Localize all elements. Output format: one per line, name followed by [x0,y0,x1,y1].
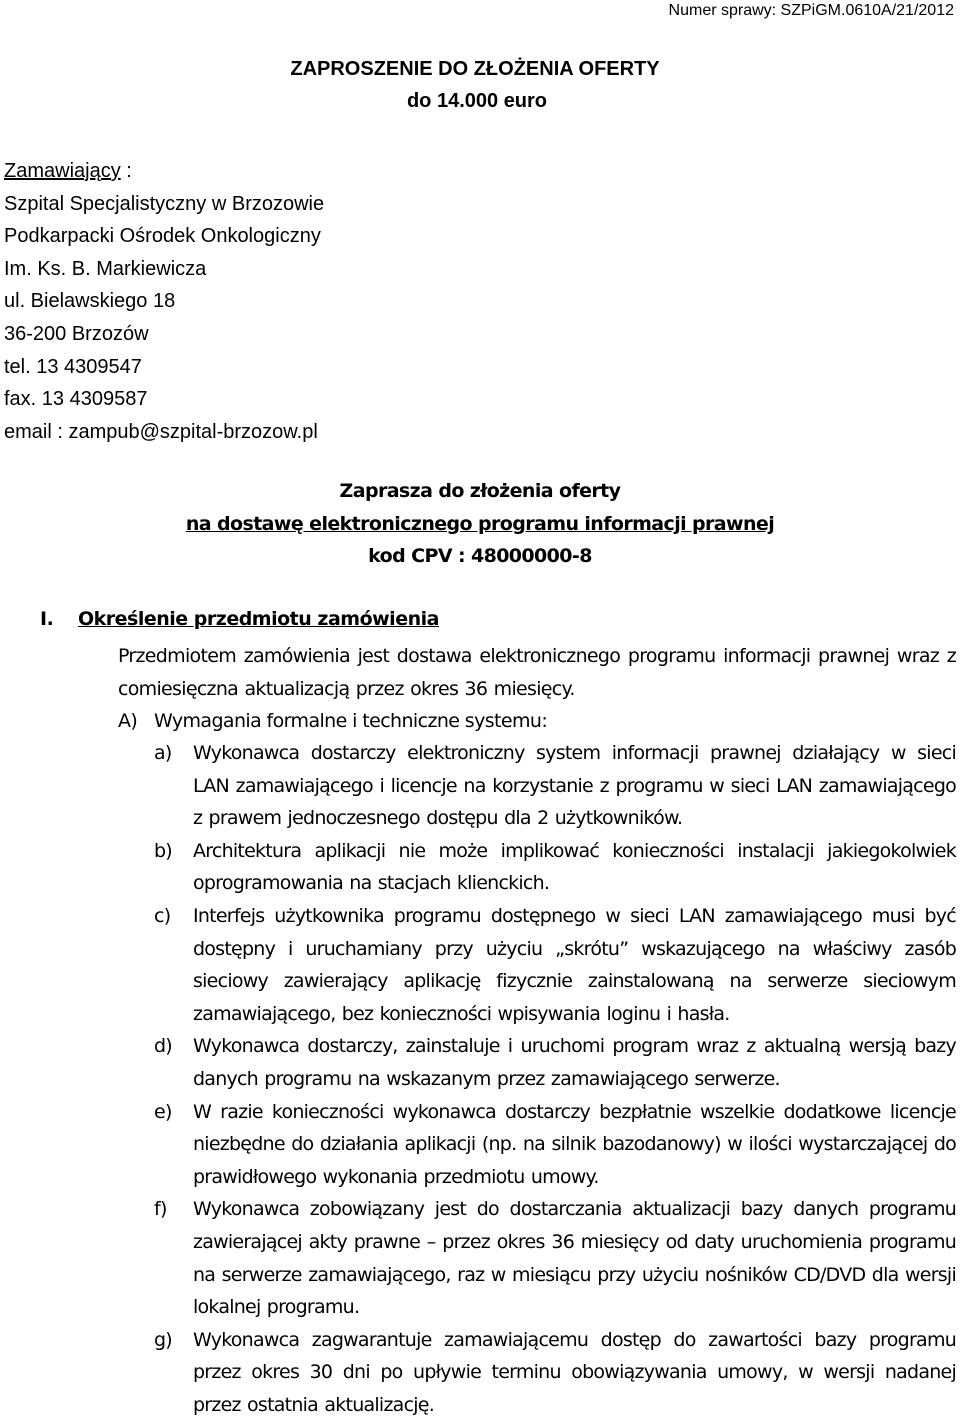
requirements-title: Wymagania formalne i techniczne systemu: [154,710,548,732]
item-letter: f) [154,1198,167,1221]
item-text: W razie konieczności wykonawca dostarczy bezpłatnie wszelkie dodatkowe licencje niezbędne do działania aplikacji (np. na silnik bazodanowy) w ilości wystarczającej do prawidłowego wykonania przedmiotu umowy. [193,1100,956,1188]
section-intro: Przedmiotem zamówienia jest dostawa elektronicznego programu informacji prawnej wraz z comiesięczna aktualizacją przez okres 36 miesięcy. [118,645,956,700]
item-letter: c) [154,904,171,927]
item-letter: g) [154,1328,172,1351]
invitation-heading: Zaprasza do złożenia oferty [339,480,621,502]
buyer-unit: Podkarpacki Ośrodek Onkologiczny [4,225,321,248]
item-letter: d) [154,1035,172,1058]
buyer-city: 36-200 Brzozów [4,322,149,345]
section-title: Określenie przedmiotu zamówienia [78,608,439,630]
item-letter: b) [154,839,172,862]
document-subtitle: do 14.000 euro [406,90,548,112]
item-letter: e) [154,1100,172,1123]
requirements-heading [118,705,547,738]
buyer-block [4,155,324,448]
item-text: Architektura aplikacji nie może implikować konieczności instalacji jakiegokolwiek oprogramowania na stacjach klienckich. [193,839,956,895]
list-item [154,900,956,1030]
list-item [154,1096,956,1194]
cpv-code: kod CPV : 48000000-8 [368,545,592,567]
item-text: Wykonawca dostarczy elektroniczny system informacji prawnej działający w sieci LAN zamawiającego i licencje na korzystanie z programu w sieci LAN zamawiającego z prawem jednoczesnego dostępu dla 2 użytkowników. [193,742,956,830]
list-item [154,1193,956,1323]
item-text: Interfejs użytkownika programu dostępnego w sieci LAN zamawiającego musi być dostępny i uruchamiany przy użyciu „skrótu” wskazującego na właściwy zasób sieciowy zawierający aplikację fizycznie zainstalowaną na serwerze sieciowym zamawiającego, bez konieczności wpisywania loginu i hasła. [193,904,956,1025]
list-item [154,835,956,900]
buyer-street: ul. Bielawskiego 18 [4,290,176,313]
item-text: Wykonawca zagwarantuje zamawiającemu dostęp do zawartości bazy programu przez okres 30 dni po upływie terminu obowiązywania umowy, w wersji nadanej przez ostatnia aktualizację. [193,1328,956,1416]
invitation-subject: na dostawę elektronicznego programu informacji prawnej [185,513,775,535]
list-item [154,1030,956,1095]
buyer-email: email : zampub@szpital-brzozow.pl [4,420,318,443]
item-text: Wykonawca dostarczy, zainstaluje i uruchomi program wraz z aktualną wersją bazy danych programu na wskazanym przez zamawiającego serwerze. [193,1035,956,1090]
list-item [154,1324,956,1421]
item-letter: a) [154,742,172,764]
case-number: Numer sprawy: SZPiGM.0610A/21/2012 [668,2,954,19]
list-item [154,737,956,835]
buyer-name: Szpital Specjalistyczny w Brzozowie [4,192,325,215]
buyer-label-suffix: : [120,160,132,182]
requirements-letter: A) [118,710,138,732]
buyer-patron: Im. Ks. B. Markiewicza [4,257,207,280]
buyer-heading [4,155,324,188]
section-heading [40,608,439,630]
item-text: Wykonawca zobowiązany jest do dostarczania aktualizacji bazy danych programu zawierającej akty prawne – przez okres 36 miesięcy od daty uruchomienia programu na serwerze zamawiającego, raz w miesiącu przy użyciu nośników CD/DVD dla wersji lokalnej programu. [193,1198,956,1319]
buyer-label: Zamawiający [4,160,121,182]
section-number: I. [40,608,54,630]
requirements-list [154,737,956,1421]
document-title: ZAPROSZENIE DO ZŁOŻENIA OFERTY [290,58,660,80]
buyer-fax: fax. 13 4309587 [4,388,148,411]
buyer-phone: tel. 13 4309547 [4,355,142,378]
